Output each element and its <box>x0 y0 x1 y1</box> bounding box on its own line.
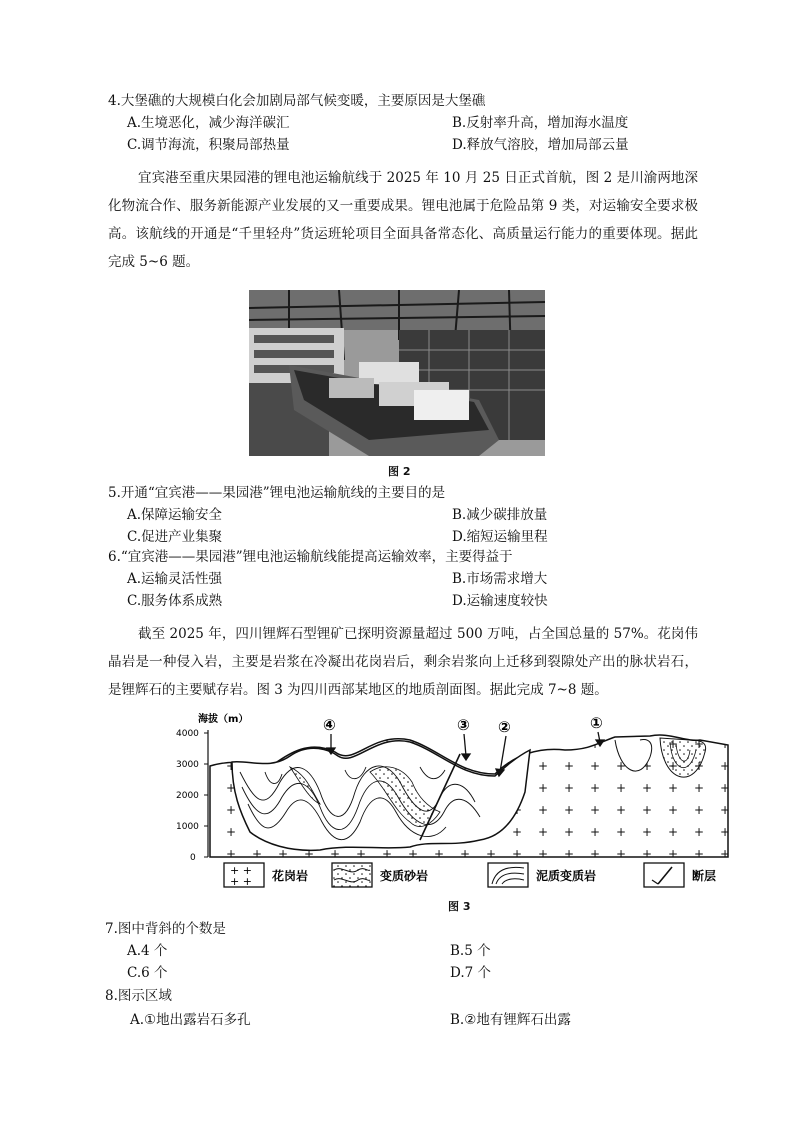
q7-option-a: A.4 个 <box>127 943 168 959</box>
q5-option-d: D.缩短运输里程 <box>452 529 548 545</box>
q6-option-a: A.运输灵活性强 <box>127 571 223 587</box>
passage-5-6: 宜宾港至重庆果园港的锂电池运输航线于 2025 年 10 月 25 日正式首航，图 2 是川渝两地深化物流合作、服务新能源产业发展的又一重要成果。锂电池属于危险品第 9 类，对运输安全要求极高。该航线的开通是“千里轻舟”货运班轮项目全面具备常态化、高质量运行能力的重要体现。据此完成 5~6 题。 <box>108 170 698 270</box>
figure-3-caption: 图 3 <box>448 900 471 913</box>
q6-stem: 6.“宜宾港——果园港”锂电池运输航线能提高运输效率，主要得益于 <box>108 549 513 565</box>
y-tick-3000: 3000 <box>176 760 199 770</box>
svg-text:+ +: + + <box>230 864 252 877</box>
marker-4: ④ <box>323 716 336 734</box>
marker-2: ② <box>498 718 511 736</box>
q7-option-d: D.7 个 <box>450 965 492 981</box>
figure-3-legend <box>220 860 740 890</box>
q5-option-a: A.保障运输安全 <box>127 507 223 523</box>
svg-text:+ +: + + <box>230 875 252 888</box>
y-tick-0: 0 <box>190 853 196 863</box>
marker-3: ③ <box>457 716 470 734</box>
q4-option-b: B.反射率升高，增加海水温度 <box>452 115 629 131</box>
q7-stem: 7.图中背斜的个数是 <box>105 921 226 937</box>
q8-option-b: B.②地有锂辉石出露 <box>450 1012 571 1028</box>
metamorphic-fold-zone <box>232 741 530 851</box>
passage-7-8: 截至 2025 年，四川锂辉石型锂矿已探明资源量超过 500 万吨，占全国总量的 57%。花岗伟晶岩是一种侵入岩，主要是岩浆在冷凝出花岗岩后，剩余岩浆向上迁移到裂隙处产出的脉状岩石，是锂辉石的主要赋存岩。图 3 为四川西部某地区的地质剖面图。据此完成 7~8 题。 <box>108 626 698 698</box>
q5-stem: 5.开通“宜宾港——果园港”锂电池运输航线的主要目的是 <box>108 485 446 501</box>
y-tick-4000: 4000 <box>176 729 199 739</box>
y-tick-1000: 1000 <box>176 822 199 832</box>
q6-option-c: C.服务体系成熟 <box>127 593 223 609</box>
ship-photo-image <box>249 290 545 456</box>
q6-option-b: B.市场需求增大 <box>452 571 548 587</box>
q6-option-d: D.运输速度较快 <box>452 593 548 609</box>
y-tick-2000: 2000 <box>176 791 199 801</box>
legend-granite: 花岗岩 <box>272 869 309 883</box>
q8-stem: 8.图示区域 <box>105 988 172 1004</box>
legend-pelitic-metamorphic: 泥质变质岩 <box>536 869 597 883</box>
q5-option-c: C.促进产业集聚 <box>127 529 223 545</box>
legend-metamorphic-sandstone: 变质砂岩 <box>380 869 429 883</box>
figure-2-caption: 图 2 <box>388 465 411 478</box>
q8-option-a: A.①地出露岩石多孔 <box>130 1012 251 1028</box>
q5-option-b: B.减少碳排放量 <box>452 507 548 523</box>
figure-2-photo <box>249 290 545 456</box>
q4-option-a: A.生境恶化，减少海洋碳汇 <box>127 115 290 131</box>
marker-1: ① <box>590 714 603 732</box>
q7-option-c: C.6 个 <box>127 965 168 981</box>
q4-stem: 4.大堡礁的大规模白化会加剧局部气候变暖，主要原因是大堡礁 <box>108 93 486 109</box>
legend-fault: 断层 <box>692 869 717 883</box>
q4-option-d: D.释放气溶胶，增加局部云量 <box>452 137 629 153</box>
q4-option-c: C.调节海流，积聚局部热量 <box>127 137 290 153</box>
axis-y-label: 海拔（m） <box>198 714 249 725</box>
q7-option-b: B.5 个 <box>450 943 491 959</box>
